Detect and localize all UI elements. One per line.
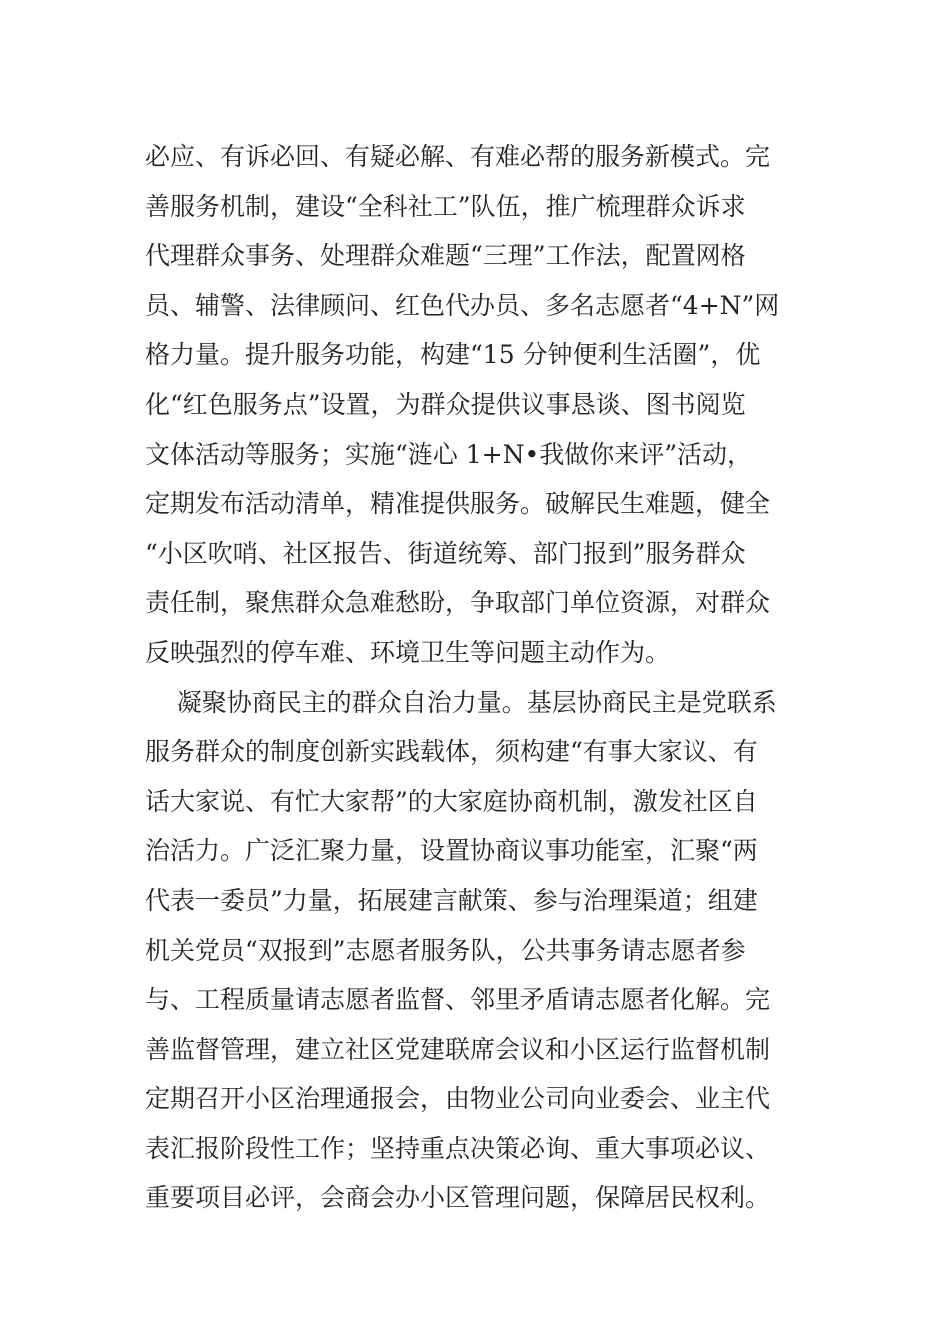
text-line: 代理群众事务、处理群众难题“三理”工作法，配置网格: [145, 241, 746, 271]
text-line: 重要项目必评，会商会办小区管理问题，保障居民权利。: [145, 1183, 771, 1213]
text-line: 话大家说、有忙大家帮”的大家庭协商机制，激发社区自: [145, 786, 758, 816]
body-text: [145, 132, 825, 1223]
text-line: 凝聚协商民主的群众自治力量。基层协商民主是党联系: [145, 687, 777, 717]
text-line: 表汇报阶段性工作；坚持重点决策必询、重大事项必议、: [145, 1133, 771, 1163]
text-line: 格力量。提升服务功能，构建“15 分钟便利生活圈”，优: [145, 340, 761, 370]
text-line: “小区吹哨、社区报告、街道统筹、部门报到”服务群众: [145, 538, 746, 568]
text-line: 员、辅警、法律顾问、红色代办员、多名志愿者“4+N”网: [145, 290, 780, 320]
text-line: 服务群众的制度创新实践载体，须构建“有事大家议、有: [145, 737, 758, 767]
text-line: 定期召开小区治理通报会，由物业公司向业委会、业主代: [145, 1084, 771, 1114]
text-line: 定期发布活动清单，精准提供服务。破解民生难题，健全: [145, 489, 771, 519]
text-line: 治活力。广泛汇聚力量，设置协商议事功能室，汇聚“两: [145, 836, 758, 866]
text-line: 代表一委员”力量，拓展建言献策、参与治理渠道；组建: [145, 885, 758, 915]
text-line: 必应、有诉必回、有疑必解、有难必帮的服务新模式。完: [145, 142, 771, 171]
text-line: 善服务机制，建设“全科社工”队伍，推广梳理群众诉求: [145, 191, 746, 221]
text-line: 化“红色服务点”设置，为群众提供议事恳谈、图书阅览: [145, 389, 746, 419]
text-line: 与、工程质量请志愿者监督、邻里矛盾请志愿者化解。完: [145, 985, 771, 1015]
text-line: 机关党员“双报到”志愿者服务队，公共事务请志愿者参: [145, 935, 746, 965]
text-line: 文体活动等服务；实施“涟心 1+N•我做你来评”活动，: [145, 439, 752, 469]
text-line: 善监督管理，建立社区党建联席会议和小区运行监督机制: [145, 1034, 771, 1064]
text-line: 责任制，聚焦群众急难愁盼，争取部门单位资源，对群众: [145, 588, 771, 618]
text-line: 反映强烈的停车难、环境卫生等问题主动作为。: [145, 637, 671, 667]
